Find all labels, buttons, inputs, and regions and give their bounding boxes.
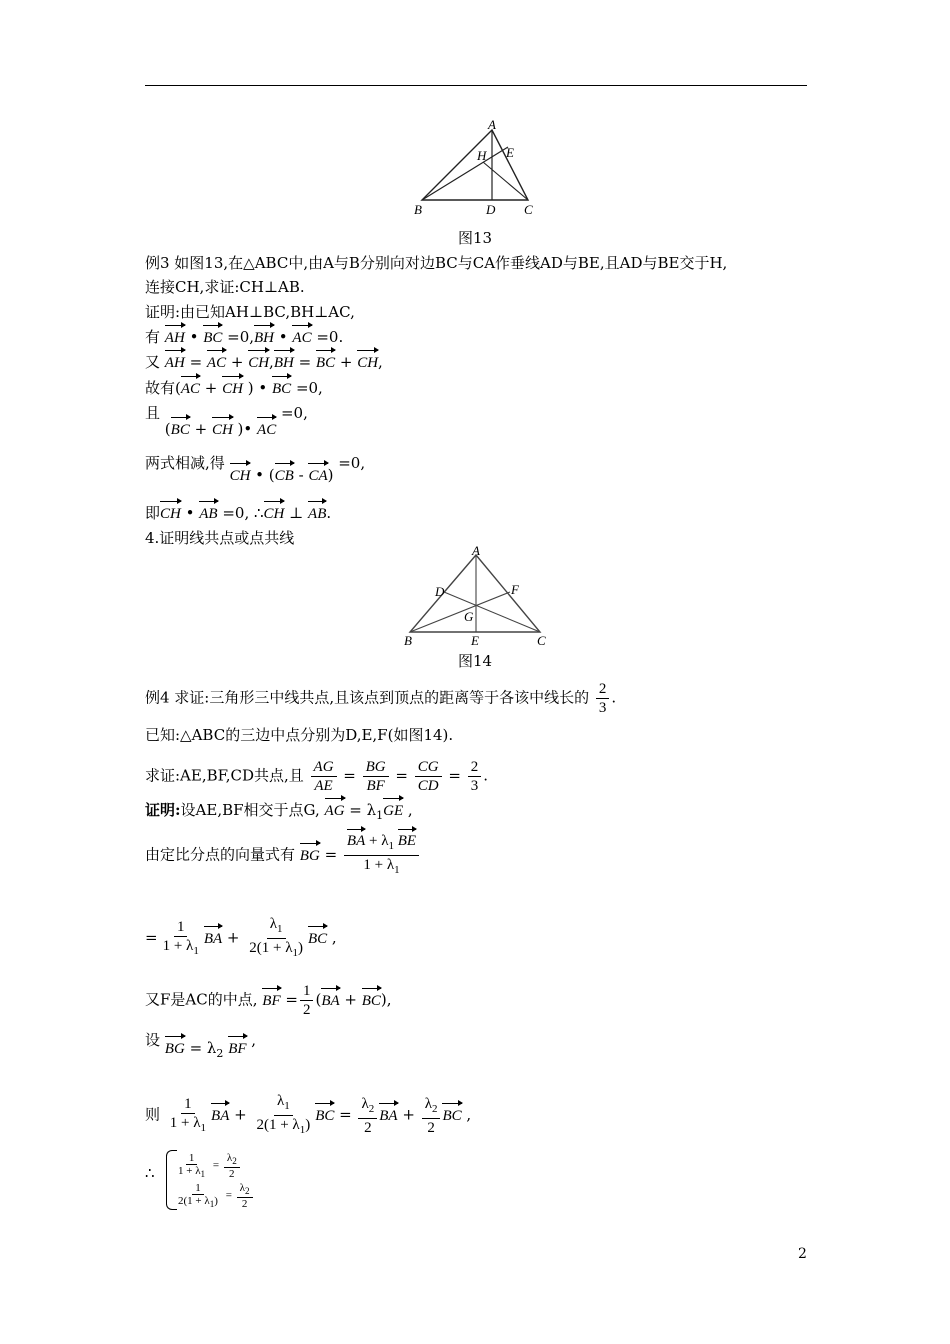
fig14-label-G: G [464, 609, 474, 624]
ex3-so-line: 即CH • AB =0, ∴CH ⊥ AB. [145, 504, 332, 522]
ex3-so: 即 [145, 504, 161, 522]
ex3-proof-intro: 证明:由已知AH⊥BC,BH⊥AC, [145, 303, 355, 321]
fig13-label-E: E [506, 145, 514, 160]
section-4-title: 4.证明线共点或点共线 [145, 529, 295, 547]
ex4-statement: 例4 求证:三角形三中线共点,且该点到顶点的距离等于各该中线长的 [145, 688, 590, 707]
fig14-label-E: E [471, 633, 479, 648]
figure-14 [400, 545, 555, 650]
ex4-set-line: 设 BG = $\lambda_2$ BF , [145, 1031, 257, 1060]
ex4-ratio-formula: 由定比分点的向量式有 [145, 845, 296, 864]
system-eq-2: $\frac{1}{2(1 + \lambda_1)}$ = $\frac{\lambda_2}{2}$ [173, 1182, 255, 1210]
fig14-label-C: C [537, 633, 546, 648]
ex4-expand-line: = $\frac{1}{1 + \lambda_1}$ BA + $\frac{\lambda_1}{2(1 + \lambda_1)}$ BC , [145, 916, 337, 959]
ex4-ratio-line: 由定比分点的向量式有 BG = $\frac{BA + \lambda_1 BE}{1 + \lambda_1}$ [145, 832, 421, 879]
ex3-statement2: 连接CH,求证:CH⊥AB. [145, 278, 305, 296]
ex3-again: 又 [145, 353, 161, 371]
ex4-set: 设 [145, 1031, 161, 1049]
fig13-label-C: C [524, 202, 533, 217]
ex4-fmid-line: 又F是AC的中点, BF = $\frac{1}{2}$ (BA + BC), [145, 983, 392, 1018]
fig13-label-A: A [488, 120, 496, 132]
ex3-therefore-line: 故有(AC + CH ) • BC =0, [145, 379, 323, 397]
fig13-label-D: D [486, 202, 496, 217]
ex4-f-mid: 又F是AC的中点, [145, 990, 258, 1009]
ex3-also: 且 [145, 404, 161, 422]
fig13-caption: 图13 [458, 229, 493, 247]
system-eq-1: $\frac{1}{1 + \lambda_1}$ = $\frac{\lambda_2}{2}$ [173, 1152, 242, 1180]
ex3-also-line: 且 (BC + CH )• AC =0, [145, 404, 308, 438]
ex4-prove: 求证:AE,BF,CD共点,且 [145, 766, 304, 785]
ex3-subtract: 两式相减,得 [145, 454, 225, 472]
fig13-label-B: B [414, 202, 422, 217]
ex4-proof-line: 证明:设AE,BF相交于点G, AG = $\lambda_1GE$ , [145, 801, 413, 822]
ex3-statement: 例3 如图13,在△ABC中,由A与B分别向对边BC与CA作垂线AD与BE,且AD与BE交于H, [145, 254, 728, 272]
fig14-label-D: D [435, 584, 445, 599]
ex3-have-line: 有 AH • BC =0,BH • AC =0. [145, 328, 344, 346]
fig14-label-A: A [472, 545, 480, 558]
ex3-have: 有 [145, 328, 161, 346]
fig14-label-B: B [404, 633, 412, 648]
figure-13 [410, 120, 545, 220]
fig13-label-H: H [477, 148, 487, 163]
ex4-prove-line: 求证:AE,BF,CD共点,且 $\frac{AG}{AE}$ = $\frac{BG}{BF}$ = $\frac{CG}{CD}$ = $\frac{2}{3}$ . [145, 759, 488, 794]
header-rule [145, 85, 807, 86]
ex4-given: 已知:△ABC的三边中点分别为D,E,F(如图14). [145, 726, 454, 744]
fig14-label-F: F [511, 582, 519, 597]
fig14-caption: 图14 [458, 652, 493, 670]
ex3-again-line: 又 AH = AC + CH,BH = BC + CH, [145, 353, 383, 371]
ex3-subtract-line: 两式相减,得 CH • (CB - CA) =0, [145, 454, 366, 484]
ex4-proof-intro: 设AE,BF相交于点G, [180, 801, 320, 819]
ex3-therefore: 故有( [145, 379, 181, 397]
ex4-statement-line: 例4 求证:三角形三中线共点,且该点到顶点的距离等于各该中线长的 $\frac{2}{3}$ . [145, 681, 617, 716]
ex4-then-line: 则 $\frac{1}{1 + \lambda_1}$ BA + $\frac{\lambda_1}{2(1 + \lambda_1)}$ BC = $\frac{\lambda_2}{2}$ BA + $\frac{\lambda_2}{2}$ BC , [145, 1093, 472, 1136]
ex4-proof-label: 证明: [145, 801, 181, 819]
ex4-hence: ∴ [145, 1164, 155, 1182]
ex4-then: 则 [145, 1105, 161, 1124]
page-number: 2 [798, 1246, 807, 1262]
